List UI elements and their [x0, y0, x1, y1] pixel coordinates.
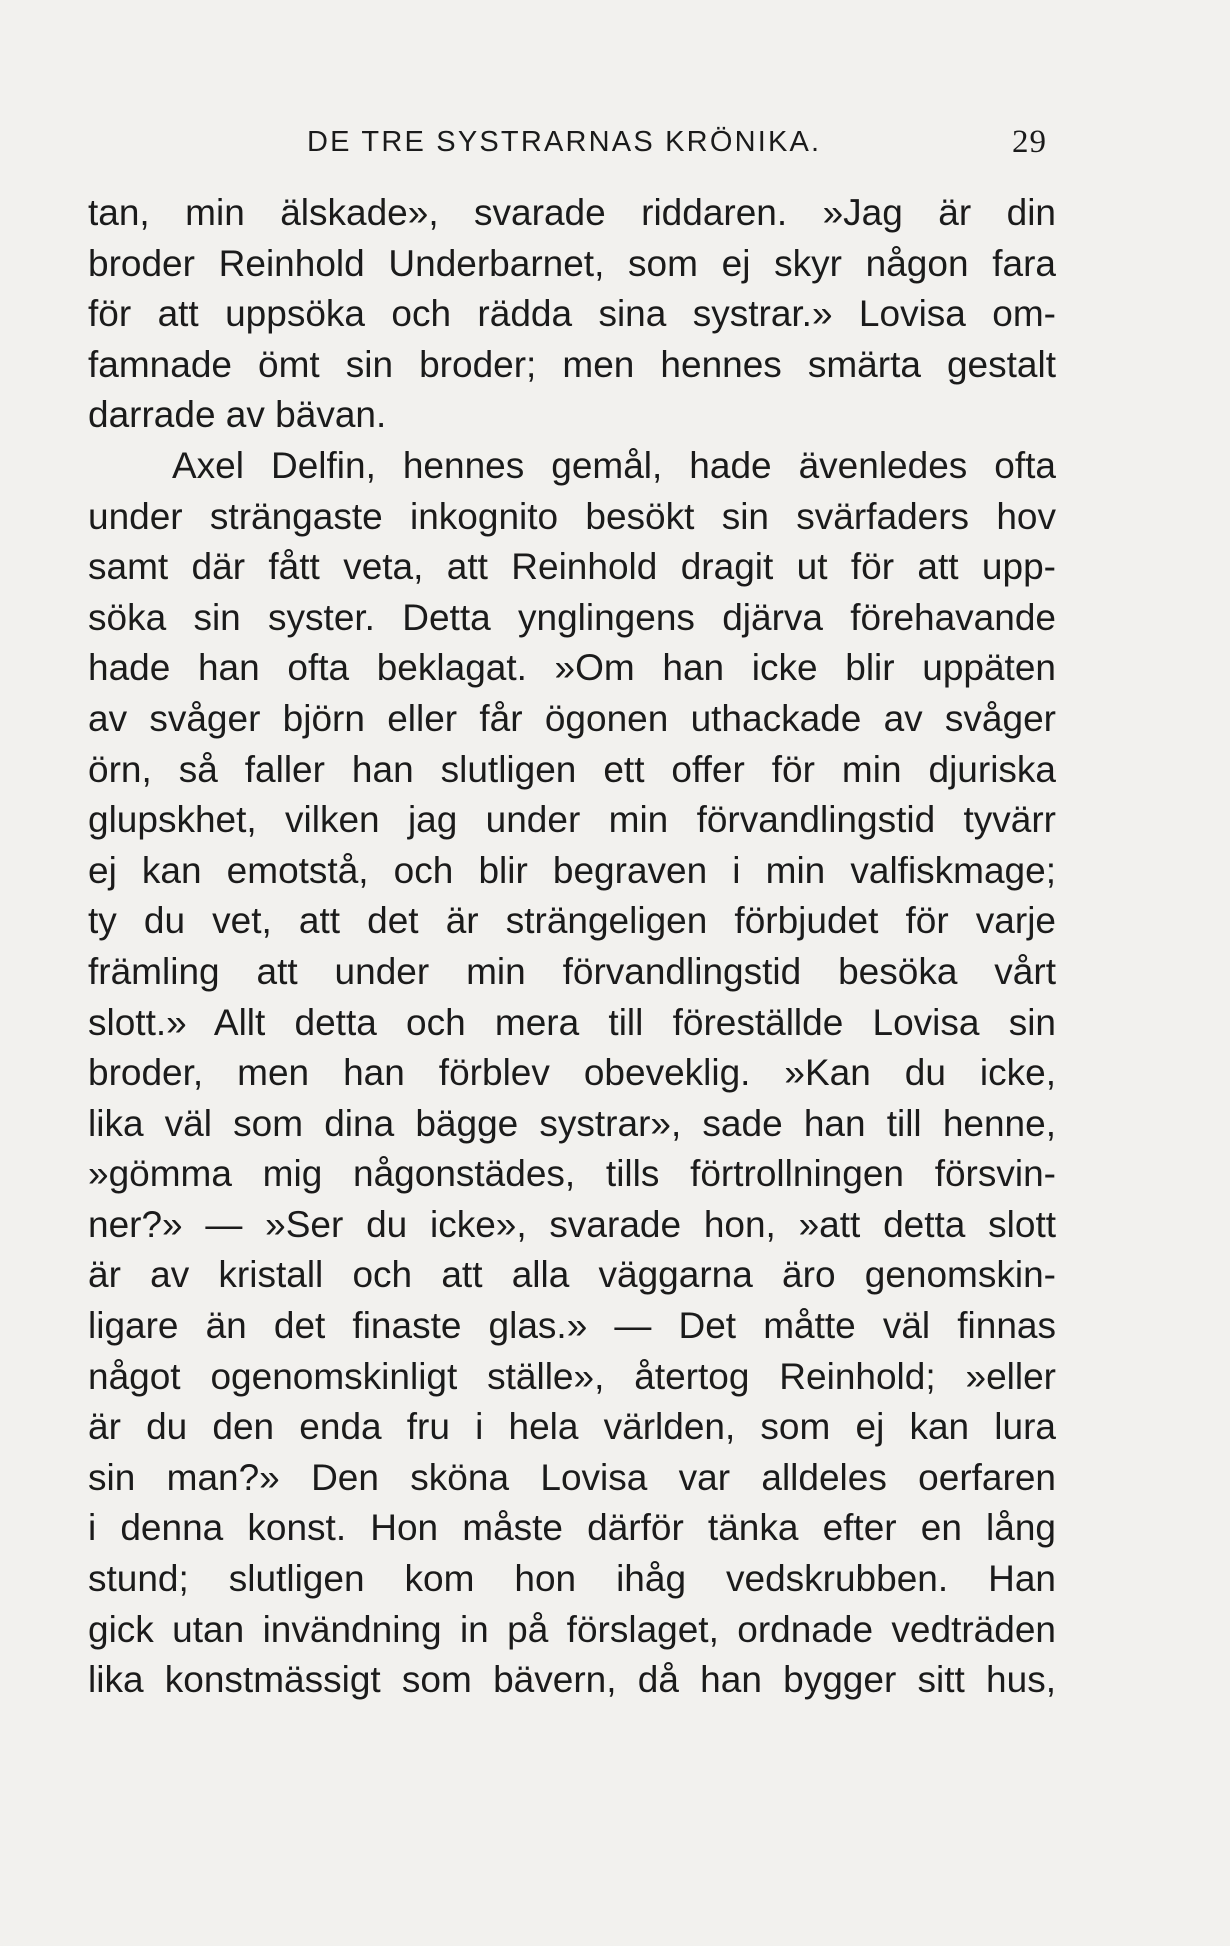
- page-number: 29: [1012, 124, 1047, 160]
- text-line: Axel Delfin, hennes gemål, hade ävenledes ofta: [172, 444, 1056, 486]
- text-line: stund; slutligen kom hon ihåg vedskrubben. Han: [88, 1558, 1056, 1600]
- text-line: famnade ömt sin broder; men hennes smärta gestalt: [88, 343, 1056, 385]
- text-line: darrade av bävan.: [88, 394, 387, 436]
- text-line: broder, men han förblev obeveklig. »Kan du icke,: [88, 1052, 1056, 1094]
- text-line: glupskhet, vilken jag under min förvandlingstid tyvärr: [88, 799, 1056, 841]
- text-line: gick utan invändning in på förslaget, ordnade vedträden: [88, 1608, 1056, 1650]
- text-line: söka sin syster. Detta ynglingens djärva förehavande: [88, 596, 1056, 638]
- text-line: lika väl som dina bägge systrar», sade han till henne,: [88, 1102, 1056, 1144]
- text-line: broder Reinhold Underbarnet, som ej skyr någon fara: [88, 242, 1056, 284]
- text-line: örn, så faller han slutligen ett offer för min djuriska: [88, 748, 1056, 790]
- running-head: [307, 122, 1047, 162]
- text-line: ligare än det finaste glas.» — Det måtte väl finnas: [88, 1305, 1056, 1347]
- text-line: tan, min älskade», svarade riddaren. »Jag är din: [88, 192, 1056, 233]
- text-line: ej kan emotstå, och blir begraven i min valfiskmage;: [88, 849, 1056, 891]
- text-line: främling att under min förvandlingstid besöka vårt: [88, 950, 1056, 992]
- text-line: i denna konst. Hon måste därför tänka efter en lång: [88, 1507, 1056, 1549]
- text-line: hade han ofta beklagat. »Om han icke blir uppäten: [88, 647, 1056, 689]
- text-line: samt där fått veta, att Reinhold dragit ut för att upp-: [88, 546, 1056, 588]
- text-line: för att uppsöka och rädda sina systrar.» Lovisa om-: [88, 293, 1056, 335]
- text-line: ner?» — »Ser du icke», svarade hon, »att detta slott: [88, 1203, 1056, 1245]
- text-line: av svåger björn eller får ögonen uthackade av svåger: [88, 697, 1056, 739]
- text-line: under strängaste inkognito besökt sin svärfaders hov: [88, 495, 1056, 537]
- running-title: DE TRE SYSTRARNAS KRÖNIKA.: [307, 126, 822, 158]
- text-line: ty du vet, att det är strängeligen förbjudet för varje: [88, 900, 1056, 942]
- text-line: något ogenomskinligt ställe», återtog Reinhold; »eller: [88, 1355, 1056, 1397]
- body-text: [88, 188, 1056, 1706]
- text-line: är av kristall och att alla väggarna äro genomskin-: [88, 1254, 1056, 1296]
- text-line: sin man?» Den sköna Lovisa var alldeles oerfaren: [88, 1456, 1056, 1498]
- text-line: lika konstmässigt som bävern, då han bygger sitt hus,: [88, 1659, 1056, 1701]
- text-line: är du den enda fru i hela världen, som ej kan lura: [88, 1406, 1056, 1448]
- text-line: slott.» Allt detta och mera till föreställde Lovisa sin: [88, 1001, 1056, 1043]
- text-line: »gömma mig någonstädes, tills förtrollningen försvin-: [88, 1153, 1056, 1195]
